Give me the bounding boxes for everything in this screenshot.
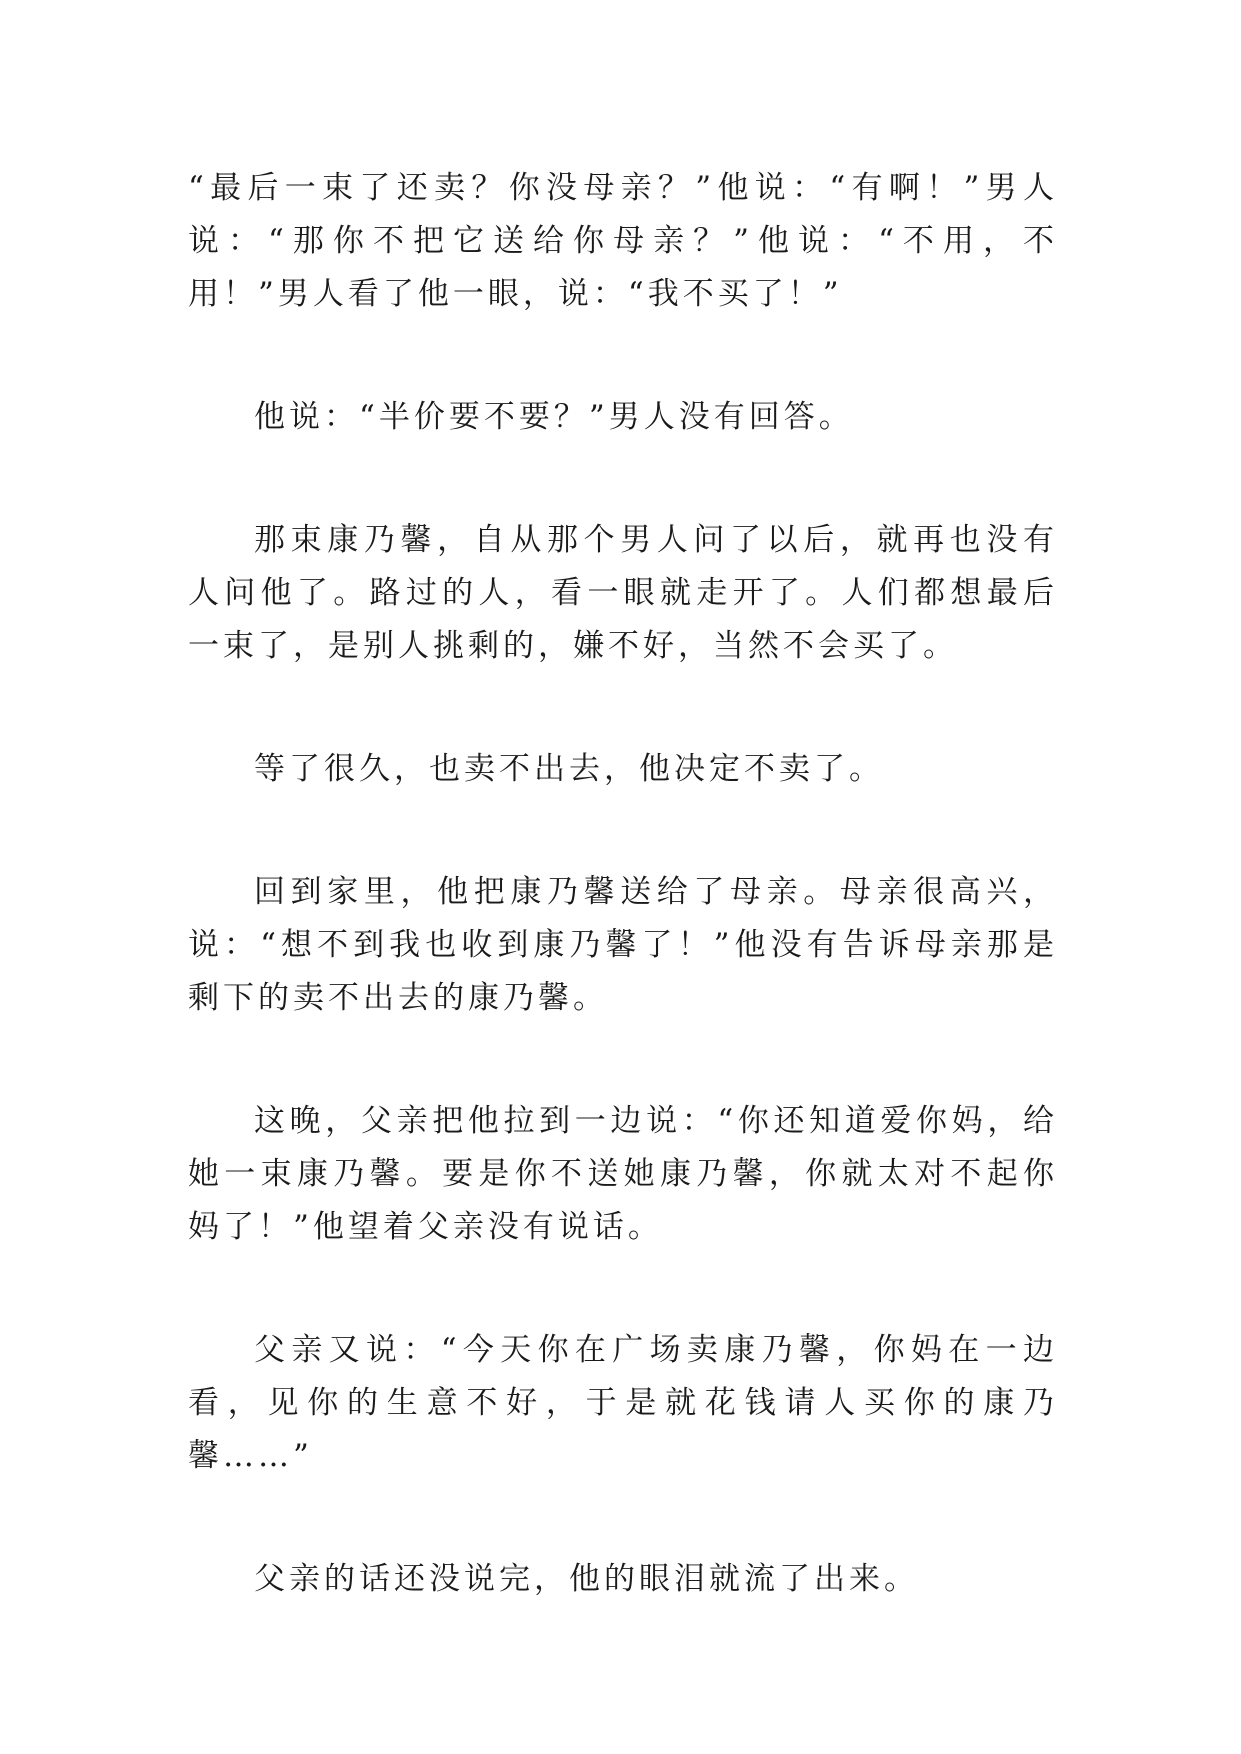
paragraph: 那束康乃馨，自从那个男人问了以后，就再也没有人问他了。路过的人，看一眼就走开了。人们都想最后一束了，是别人挑剩的，嫌不好，当然不会买了。: [188, 522, 1058, 664]
paragraph: 等了很久，也卖不出去，他决定不卖了。: [254, 751, 884, 787]
paragraph: 父亲又说：“今天你在广场卖康乃馨，你妈在一边看，见你的生意不好，于是就花钱请人买你的康乃馨……”: [188, 1332, 1058, 1474]
paragraph: 回到家里，他把康乃馨送给了母亲。母亲很高兴，说：“想不到我也收到康乃馨了！”他没有告诉母亲那是剩下的卖不出去的康乃馨。: [188, 874, 1058, 1016]
paragraph: 这晚，父亲把他拉到一边说：“你还知道爱你妈，给她一束康乃馨。要是你不送她康乃馨，你就太对不起你妈了！”他望着父亲没有说话。: [188, 1103, 1058, 1245]
paragraph: 他说：“半价要不要？”男人没有回答。: [254, 399, 854, 435]
document-body: [188, 162, 1058, 1676]
paragraph: “最后一束了还卖？你没母亲？”他说：“有啊！”男人说：“那你不把它送给你母亲？”他说：“不用，不用！”男人看了他一眼，说：“我不买了！”: [188, 170, 1058, 312]
paragraph: 父亲的话还没说完，他的眼泪就流了出来。: [254, 1561, 919, 1597]
